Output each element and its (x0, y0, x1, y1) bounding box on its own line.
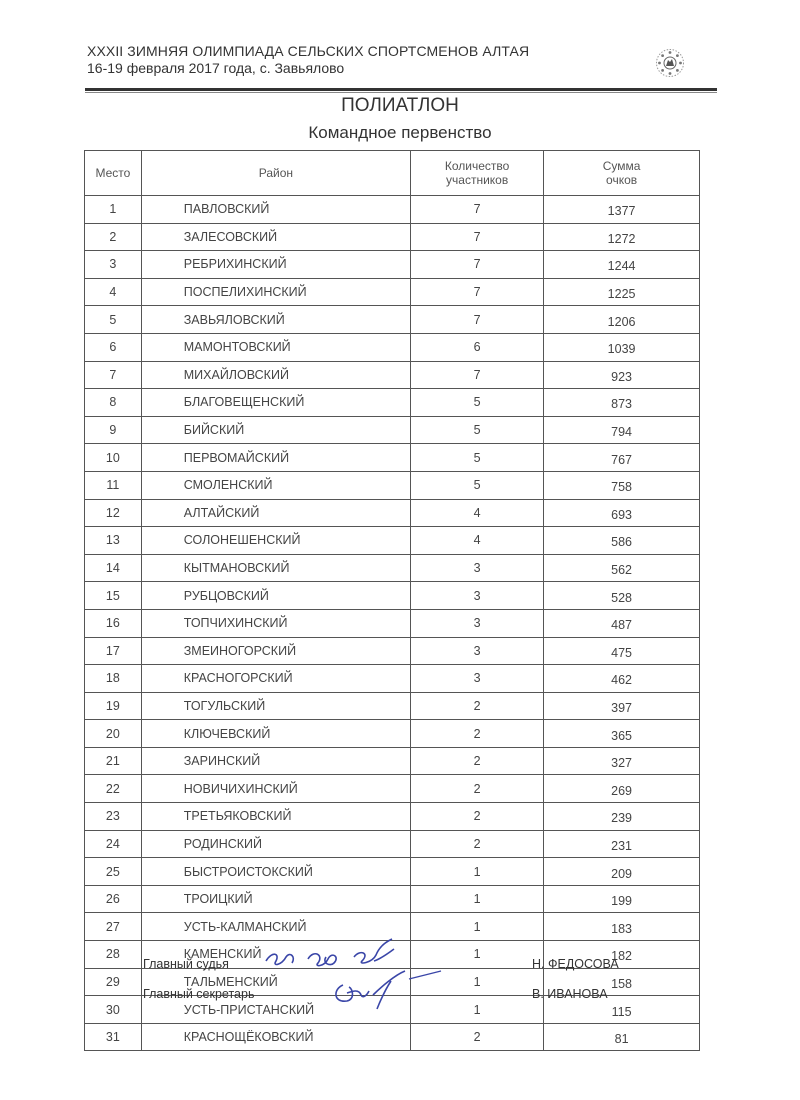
district-cell: ПОСПЕЛИХИНСКИЙ (141, 278, 410, 306)
participants-cell: 7 (411, 223, 544, 251)
place-cell: 13 (85, 527, 142, 555)
district-cell: КРАСНОЩЁКОВСКИЙ (141, 1023, 410, 1051)
table-row (85, 665, 700, 693)
participants-cell: 1 (411, 968, 544, 996)
points-cell: 923 (544, 361, 700, 389)
column-header-participants-line1: Количество (444, 159, 510, 173)
participants-cell: 2 (411, 803, 544, 831)
header-divider (85, 88, 717, 91)
table-row (85, 803, 700, 831)
points-cell: 586 (544, 527, 700, 555)
place-cell: 20 (85, 720, 142, 748)
points-cell: 81 (544, 1023, 700, 1051)
results-table (84, 150, 700, 1051)
table-row (85, 389, 700, 417)
table-header-row (85, 151, 700, 196)
participants-cell: 7 (411, 196, 544, 224)
district-cell: АЛТАЙСКИЙ (141, 499, 410, 527)
place-cell: 2 (85, 223, 142, 251)
place-cell: 23 (85, 803, 142, 831)
table-row (85, 223, 700, 251)
place-cell: 27 (85, 913, 142, 941)
district-cell: ПАВЛОВСКИЙ (141, 196, 410, 224)
place-cell: 7 (85, 361, 142, 389)
points-cell: 183 (544, 913, 700, 941)
participants-cell: 2 (411, 747, 544, 775)
points-cell: 1377 (544, 196, 700, 224)
participants-cell: 1 (411, 858, 544, 886)
district-cell: ТОПЧИХИНСКИЙ (141, 609, 410, 637)
chief-judge-label: Главный судья (143, 957, 229, 971)
points-cell: 758 (544, 471, 700, 499)
participants-cell: 3 (411, 637, 544, 665)
chief-judge-name: Н. ФЕДОСОВА (532, 957, 619, 971)
points-cell: 269 (544, 775, 700, 803)
district-cell: УСТЬ-КАЛМАНСКИЙ (141, 913, 410, 941)
document-header (87, 43, 715, 76)
points-cell: 693 (544, 499, 700, 527)
participants-cell: 7 (411, 361, 544, 389)
table-row (85, 747, 700, 775)
participants-cell: 7 (411, 306, 544, 334)
points-cell: 794 (544, 416, 700, 444)
points-cell: 182 (544, 941, 700, 969)
district-cell: КРАСНОГОРСКИЙ (141, 665, 410, 693)
place-cell: 26 (85, 885, 142, 913)
place-cell: 31 (85, 1023, 142, 1051)
points-cell: 239 (544, 803, 700, 831)
table-row (85, 196, 700, 224)
place-cell: 19 (85, 692, 142, 720)
table-row (85, 527, 700, 555)
place-cell: 24 (85, 830, 142, 858)
place-cell: 3 (85, 251, 142, 279)
points-cell: 487 (544, 609, 700, 637)
district-cell: ЗАВЬЯЛОВСКИЙ (141, 306, 410, 334)
table-row (85, 720, 700, 748)
participants-cell: 1 (411, 941, 544, 969)
points-cell: 1039 (544, 333, 700, 361)
participants-cell: 5 (411, 444, 544, 472)
chief-secretary-signature (325, 965, 445, 1015)
place-cell: 8 (85, 389, 142, 417)
participants-cell: 1 (411, 913, 544, 941)
table-row (85, 278, 700, 306)
district-cell: ТАЛЬМЕНСКИЙ (141, 968, 410, 996)
table-row (85, 775, 700, 803)
points-cell: 158 (544, 968, 700, 996)
place-cell: 12 (85, 499, 142, 527)
olympiad-emblem-icon (655, 48, 685, 78)
points-cell: 475 (544, 637, 700, 665)
district-cell: СОЛОНЕШЕНСКИЙ (141, 527, 410, 555)
column-header-district: Район (141, 151, 410, 196)
place-cell: 5 (85, 306, 142, 334)
place-cell: 4 (85, 278, 142, 306)
district-cell: ЗМЕИНОГОРСКИЙ (141, 637, 410, 665)
table-row (85, 692, 700, 720)
table-row (85, 416, 700, 444)
points-cell: 767 (544, 444, 700, 472)
points-cell: 562 (544, 554, 700, 582)
district-cell: БЛАГОВЕЩЕНСКИЙ (141, 389, 410, 417)
table-row (85, 858, 700, 886)
participants-cell: 2 (411, 720, 544, 748)
points-cell: 1225 (544, 278, 700, 306)
district-cell: КАМЕНСКИЙ (141, 941, 410, 969)
participants-cell: 4 (411, 499, 544, 527)
participants-cell: 5 (411, 389, 544, 417)
place-cell: 17 (85, 637, 142, 665)
place-cell: 11 (85, 471, 142, 499)
table-row (85, 830, 700, 858)
event-date-place: 16-19 февраля 2017 года, с. Завьялово (87, 60, 345, 76)
district-cell: ПЕРВОМАЙСКИЙ (141, 444, 410, 472)
place-cell: 25 (85, 858, 142, 886)
table-row (85, 251, 700, 279)
table-row (85, 306, 700, 334)
district-cell: ЗАРИНСКИЙ (141, 747, 410, 775)
table-row (85, 444, 700, 472)
district-cell: БЫСТРОИСТОКСКИЙ (141, 858, 410, 886)
district-cell: РУБЦОВСКИЙ (141, 582, 410, 610)
participants-cell: 7 (411, 251, 544, 279)
points-cell: 365 (544, 720, 700, 748)
place-cell: 1 (85, 196, 142, 224)
place-cell: 30 (85, 996, 142, 1024)
participants-cell: 2 (411, 775, 544, 803)
page-subtitle: Командное первенство (308, 123, 492, 142)
district-cell: УСТЬ-ПРИСТАНСКИЙ (141, 996, 410, 1024)
participants-cell: 1 (411, 996, 544, 1024)
event-title: XXXII ЗИМНЯЯ ОЛИМПИАДА СЕЛЬСКИХ СПОРТСМЕНОВ АЛТАЯ (87, 43, 530, 59)
table-row (85, 1023, 700, 1051)
place-cell: 18 (85, 665, 142, 693)
points-cell: 327 (544, 747, 700, 775)
place-cell: 9 (85, 416, 142, 444)
points-cell: 528 (544, 582, 700, 610)
column-header-points-line1: Сумма (602, 159, 641, 173)
column-header-place: Место (85, 151, 142, 196)
participants-cell: 1 (411, 885, 544, 913)
table-row (85, 637, 700, 665)
table-row (85, 499, 700, 527)
points-cell: 115 (544, 996, 700, 1024)
district-cell: НОВИЧИХИНСКИЙ (141, 775, 410, 803)
column-header-participants (411, 151, 544, 196)
participants-cell: 5 (411, 416, 544, 444)
district-cell: БИЙСКИЙ (141, 416, 410, 444)
table-row (85, 554, 700, 582)
district-cell: КЫТМАНОВСКИЙ (141, 554, 410, 582)
district-cell: МАМОНТОВСКИЙ (141, 333, 410, 361)
points-cell: 209 (544, 858, 700, 886)
district-cell: КЛЮЧЕВСКИЙ (141, 720, 410, 748)
table-row (85, 471, 700, 499)
district-cell: ТРЕТЬЯКОВСКИЙ (141, 803, 410, 831)
chief-secretary-name: В. ИВАНОВА (532, 987, 608, 1001)
participants-cell: 2 (411, 1023, 544, 1051)
place-cell: 6 (85, 333, 142, 361)
place-cell: 16 (85, 609, 142, 637)
participants-cell: 3 (411, 554, 544, 582)
place-cell: 22 (85, 775, 142, 803)
points-cell: 1272 (544, 223, 700, 251)
district-cell: РОДИНСКИЙ (141, 830, 410, 858)
points-cell: 397 (544, 692, 700, 720)
place-cell: 15 (85, 582, 142, 610)
participants-cell: 3 (411, 582, 544, 610)
points-cell: 462 (544, 665, 700, 693)
column-header-participants-line2: участников (446, 173, 509, 187)
participants-cell: 4 (411, 527, 544, 555)
table-row (85, 361, 700, 389)
table-row (85, 333, 700, 361)
district-cell: ТОГУЛЬСКИЙ (141, 692, 410, 720)
participants-cell: 3 (411, 665, 544, 693)
page-title: ПОЛИАТЛОН (341, 95, 459, 116)
district-cell: ЗАЛЕСОВСКИЙ (141, 223, 410, 251)
participants-cell: 2 (411, 692, 544, 720)
points-cell: 873 (544, 389, 700, 417)
chief-secretary-label: Главный секретарь (143, 987, 255, 1001)
column-header-points (544, 151, 700, 196)
district-cell: РЕБРИХИНСКИЙ (141, 251, 410, 279)
place-cell: 14 (85, 554, 142, 582)
table-row (85, 885, 700, 913)
points-cell: 199 (544, 885, 700, 913)
points-cell: 1206 (544, 306, 700, 334)
header-divider-thin (85, 92, 717, 93)
place-cell: 10 (85, 444, 142, 472)
district-cell: МИХАЙЛОВСКИЙ (141, 361, 410, 389)
district-cell: СМОЛЕНСКИЙ (141, 471, 410, 499)
place-cell: 21 (85, 747, 142, 775)
table-row (85, 582, 700, 610)
participants-cell: 6 (411, 333, 544, 361)
participants-cell: 5 (411, 471, 544, 499)
district-cell: ТРОИЦКИЙ (141, 885, 410, 913)
participants-cell: 3 (411, 609, 544, 637)
points-cell: 1244 (544, 251, 700, 279)
column-header-points-line2: очков (606, 173, 638, 187)
place-cell: 28 (85, 941, 142, 969)
participants-cell: 2 (411, 830, 544, 858)
place-cell: 29 (85, 968, 142, 996)
participants-cell: 7 (411, 278, 544, 306)
table-row (85, 609, 700, 637)
points-cell: 231 (544, 830, 700, 858)
